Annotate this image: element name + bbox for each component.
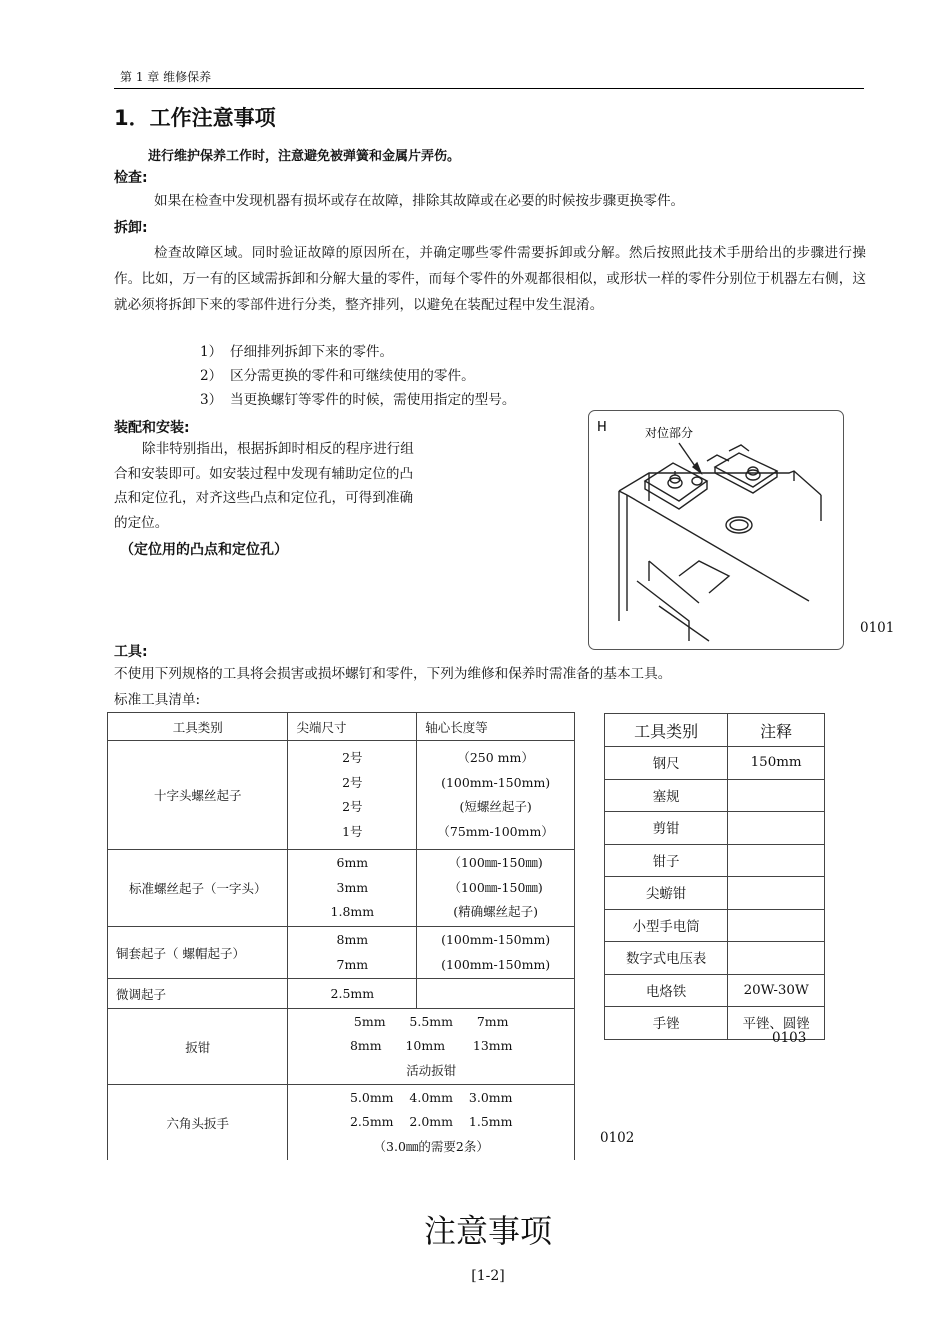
- tools-description: 不使用下列规格的工具将会损害或损坏螺钉和零件，下列为维修和保养时需准备的基本工具。: [114, 666, 672, 682]
- shaft-lengths: （250 mm） (100mm-150mm) (短螺丝起子) （75mm-100mm）: [417, 741, 575, 850]
- tip-sizes: 6mm 3mm 1.8mm: [288, 850, 417, 927]
- tool-name: 铜套起子（ 螺帽起子）: [108, 927, 288, 979]
- section-title: 1．工作注意事项: [114, 106, 276, 130]
- table-row: [108, 850, 575, 927]
- figure-callout: 对位部分: [645, 426, 694, 440]
- assembly-heading: 装配和安装:: [114, 420, 190, 436]
- tool-name: 十字头螺丝起子: [108, 741, 288, 850]
- table2-id: 0103: [772, 1030, 807, 1046]
- shaft-lengths: (100mm-150mm) (100mm-150mm): [417, 927, 575, 979]
- col-header: 工具类别: [108, 713, 288, 741]
- page-footer-title: 注意事项: [423, 1212, 552, 1250]
- step-item: 2） 区分需更换的零件和可继续使用的零件。: [200, 368, 475, 384]
- empty-cell: [417, 979, 575, 1009]
- table-row: 钳子: [605, 844, 825, 877]
- tool-name: 六角头扳手: [108, 1085, 288, 1161]
- inspection-heading: 检查:: [114, 170, 148, 186]
- table-row: 小型手电筒: [605, 909, 825, 942]
- figure-corner-mark: H: [597, 420, 607, 435]
- table-row: 钢尺 150mm: [605, 747, 825, 780]
- figure-id: 0101: [860, 620, 895, 636]
- page-number: [1-2]: [471, 1268, 505, 1284]
- table-row: [108, 741, 575, 850]
- shaft-lengths: （100㎜-150㎜) （100㎜-150㎜) (精确螺丝起子): [417, 850, 575, 927]
- table-row: 剪钳: [605, 812, 825, 845]
- disassembly-steps: [200, 340, 515, 412]
- hex-sizes: 5.0mm 4.0mm 3.0mm 2.5mm 2.0mm 1.5mm （3.0㎜的需要2条）: [288, 1085, 575, 1161]
- tool-name: 标准螺丝起子（一字头）: [108, 850, 288, 927]
- table-row: [108, 927, 575, 979]
- chapter-header: 第 1 章 维修保养: [120, 70, 212, 84]
- tip-sizes: 8mm 7mm: [288, 927, 417, 979]
- tools-heading: 工具:: [114, 644, 148, 660]
- table-row: 数字式电压表: [605, 942, 825, 975]
- wrench-sizes: 5mm 5.5mm 7mm 8mm 10mm 13mm 活动扳钳: [288, 1009, 575, 1085]
- col-header: 尖端尺寸: [288, 713, 417, 741]
- step-item: 1） 仔细排列拆卸下来的零件。: [200, 344, 394, 360]
- table-row: 尖蝣钳: [605, 877, 825, 910]
- col-header: 工具类别: [605, 714, 728, 747]
- table-row: [108, 979, 575, 1009]
- tip-sizes: 2号 2号 2号 1号: [288, 741, 417, 850]
- header-rule: [114, 88, 864, 89]
- standard-tools-table: [107, 712, 575, 1160]
- table-header-row: [108, 713, 575, 741]
- assembly-caption: （定位用的凸点和定位孔）: [120, 542, 288, 558]
- step-item: 3） 当更换螺钉等零件的时候，需使用指定的型号。: [200, 392, 516, 408]
- tool-name: 扳钳: [108, 1009, 288, 1085]
- table-row: 塞规: [605, 779, 825, 812]
- disassembly-text: 检查故障区域。同时验证故障的原因所在，并确定哪些零件需要拆卸或分解。然后按照此技术手册给出的步骤进行操作。比如，万一有的区域需拆卸和分解大量的零件，而每个零件的外观都很相似，或形状一样的零件分别位于机器左右侧，这就必须将拆卸下来的零部件进行分类，整齐排列，以避免在装配过程中发生混淆。: [114, 245, 866, 313]
- disassembly-heading: 拆卸:: [114, 220, 148, 236]
- table-row: 手锉 平锉、圆锉: [605, 1007, 825, 1040]
- inspection-text: 如果在检查中发现机器有损坏或存在故障，排除其故障或在必要的时候按步骤更换零件。: [154, 193, 685, 209]
- table-row: [108, 1009, 575, 1085]
- tool-name: 微调起子: [108, 979, 288, 1009]
- alignment-figure: [588, 410, 844, 650]
- alignment-illustration: [589, 411, 843, 649]
- table-header-row: [605, 714, 825, 747]
- col-header: 轴心长度等: [417, 713, 575, 741]
- col-header: 注释: [728, 714, 825, 747]
- safety-note: 进行维护保养工作时，注意避免被弹簧和金属片弄伤。: [148, 149, 461, 164]
- tip-size: 2.5mm: [288, 979, 417, 1009]
- table1-id: 0102: [600, 1130, 635, 1146]
- tools-list-title: 标准工具清单:: [114, 692, 201, 708]
- other-tools-table: [604, 713, 825, 1040]
- table-row: 电烙铁 20W-30W: [605, 974, 825, 1007]
- assembly-text: 除非特别指出，根据拆卸时相反的程序进行组合和安装即可。如安装过程中发现有辅助定位的凸点和定位孔，对齐这些凸点和定位孔，可得到准确的定位。: [114, 441, 414, 531]
- table-row: [108, 1085, 575, 1161]
